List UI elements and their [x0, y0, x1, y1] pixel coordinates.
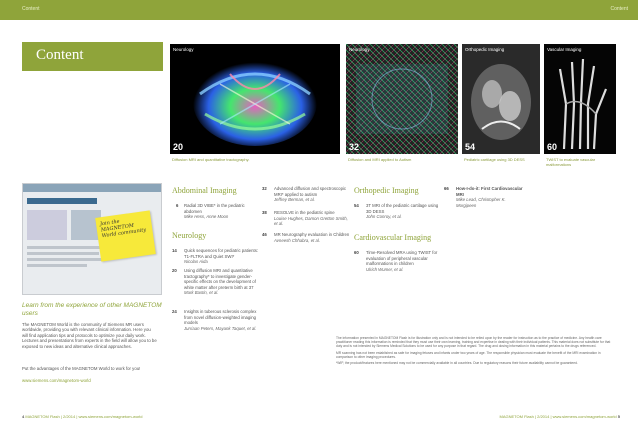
image-page-number: 54: [465, 142, 476, 152]
toc-authors: Jurriaan Peters, Mayank Taquet, et al.: [184, 325, 257, 331]
site-text-line: [27, 264, 87, 267]
toc-page-number: 14: [172, 248, 177, 253]
toc-page-number: 66: [444, 186, 449, 191]
toc-authors: Ulrich Wumer, et al.: [366, 266, 404, 272]
site-banner: [27, 198, 97, 204]
image-page-number: 32: [349, 142, 360, 152]
toc-page-number: 60: [354, 250, 359, 255]
toc-page-number: 38: [262, 210, 267, 215]
image-label: Orthopedic Imaging: [465, 47, 505, 52]
header-bar: [0, 0, 638, 20]
community-link[interactable]: www.siemens.com/magnetom-world: [22, 378, 91, 383]
toc-title: Insights in tuberous sclerosis complex from novel diffusion-weighted imaging models: [184, 309, 257, 326]
page-title-band: [22, 42, 163, 71]
toc-authors: Mike Lead, Christopher K. Morgipeen: [456, 197, 506, 208]
toc-page-number: 6: [176, 203, 179, 208]
toc-title: Advanced diffusion and spectroscopic MRI* applied to autism: [274, 186, 347, 197]
knee-mri-art: [462, 44, 540, 154]
disclaimer-paragraph: *WIP, the product/features here mentioned may not be commercially available in all countries. Due to regulatory reasons their future availability cannot be guaranteed.: [336, 361, 578, 366]
site-thumb: [27, 210, 67, 240]
toc-authors: Avneesh Chhabra, et al.: [274, 237, 321, 243]
diffusion-grid-art: [346, 44, 458, 154]
image-caption: Diffusion and MRI applied to Autism: [348, 157, 412, 162]
page-title: Content: [36, 47, 84, 63]
toc-title: How-I-do-it: First Cardiovascular MRI: [456, 186, 523, 197]
toc-page-number: 54: [354, 203, 359, 208]
footer-page-number: 4: [22, 414, 25, 419]
toc-title: Using diffusion MRI and quantitative tractography* to investigate gender-specific effects on the development of white matter after preterm birth at 37: [184, 268, 256, 290]
footer-text: MAGNETOM Flash | 2/2014 | www.siemens.com/magnetom-world: [499, 414, 617, 419]
toc-title: MR Neurography evaluation in Children: [274, 232, 350, 237]
image-label: Neurology: [173, 47, 194, 52]
community-call-to-action: Put the advantages of the MAGNETOM World to work for you!: [22, 366, 141, 371]
section-heading-abdominal: Abdominal Imaging: [172, 186, 237, 195]
toc-authors: Louise Hughes, Damon Gretton Smith, et al.: [274, 215, 348, 227]
sticky-note: [95, 210, 156, 261]
footer-right: [499, 414, 620, 419]
section-heading-neurology: Neurology: [172, 231, 207, 240]
site-text-line: [27, 246, 107, 249]
toc-authors: Jeffrey Berman, et al.: [274, 197, 315, 203]
image-neurology-tractography[interactable]: [170, 44, 340, 154]
image-page-number: 20: [173, 142, 184, 152]
header-left: Content: [22, 6, 40, 12]
toc-page-number: 32: [262, 186, 267, 191]
disclaimer-paragraph: MR scanning has not been established as safe for imaging fetuses and infants under two years of age. The responsible physician must evaluate the benefit of the MRI examination in comparison to other imaging procedures.: [336, 350, 601, 359]
image-caption: Diffusion MRI and quantitative tractography.: [172, 157, 250, 162]
hand-angiography-art: [544, 44, 616, 154]
toc-authors: John Conroy, et al.: [366, 214, 402, 220]
image-label: Neurology: [349, 47, 370, 52]
toc-page-number: 24: [172, 309, 177, 314]
toc-page-number: 20: [172, 268, 177, 273]
image-caption: TWIST to evaluate vascular malformations: [546, 157, 596, 167]
community-heading: Learn from the experience of other MAGNETOM users: [22, 302, 162, 317]
toc-title: Radial 3D VIBE* in the pediatric abdomen: [184, 203, 245, 214]
toc-authors: Mark Bastin, et al.: [184, 290, 219, 296]
footer-page-number: 5: [617, 414, 620, 419]
toc-page-number: 46: [262, 232, 267, 237]
community-body: The MAGNETOM World is the community of Siemens MR users worldwide, providing you with relevant clinical information. Here you will find application tips and protocols to optimize your daily work. Lectures and presentations from experts in the field will allow you to be exposed to new ideas and alternative clinical approaches.: [22, 322, 157, 349]
toc-title: 3T MRI of the pediatric cartilage using 3D DESS: [366, 203, 439, 214]
section-heading-cardiovascular: Cardiovascular Imaging: [354, 233, 432, 242]
toc-title: Quick sequences for pediatric patients: T1-FLTRA and Quiet SWI*: [184, 248, 259, 259]
section-heading-orthopedic: Orthopedic Imaging: [354, 186, 419, 195]
footer-left: [22, 414, 143, 419]
image-neurology-autism[interactable]: [346, 44, 458, 154]
image-orthopedic[interactable]: [462, 44, 540, 154]
site-text-line: [27, 258, 105, 261]
site-text-line: [27, 252, 99, 255]
disclaimer-paragraph: The information presented in MAGNETOM Flash is for illustration only and is not intended to be relied upon by the reader for instruction as to the practice of medicine. Any health care practitioner reading this information is reminded that they must use their own learning, training and expertise in dealing with their individual patients. This material does not substitute for that duty and is not intended by Siemens Medical Solutions to be used for any purpose in that regard. The drug and dosing information in this material pertains to the drugs referenced.: [336, 336, 611, 349]
image-vascular[interactable]: [544, 44, 616, 154]
browser-bar: [23, 184, 161, 192]
footer-text: MAGNETOM Flash | 2/2014 | www.siemens.com/magnetom-world: [25, 414, 143, 419]
sticky-note-text: Join the MAGNETOM World community: [99, 218, 147, 240]
tractography-art: [170, 44, 340, 154]
header-right: Content: [610, 6, 628, 12]
image-caption: Pediatric cartilage using 3D DESS: [464, 157, 525, 162]
disclaimer: [336, 336, 615, 365]
toc-authors: Nicolas Aida: [184, 259, 208, 265]
toc-title: RESOLVE in the pediatric spine: [274, 210, 335, 215]
toc-title: Time-Resolved MRA using TWIST for evaluation of peripheral vascular malformations in children: [366, 250, 438, 267]
image-page-number: 60: [547, 142, 558, 152]
image-label: Vascular Imaging: [547, 47, 582, 52]
toc-authors: Mike Hess, Anne Moon: [184, 214, 229, 220]
